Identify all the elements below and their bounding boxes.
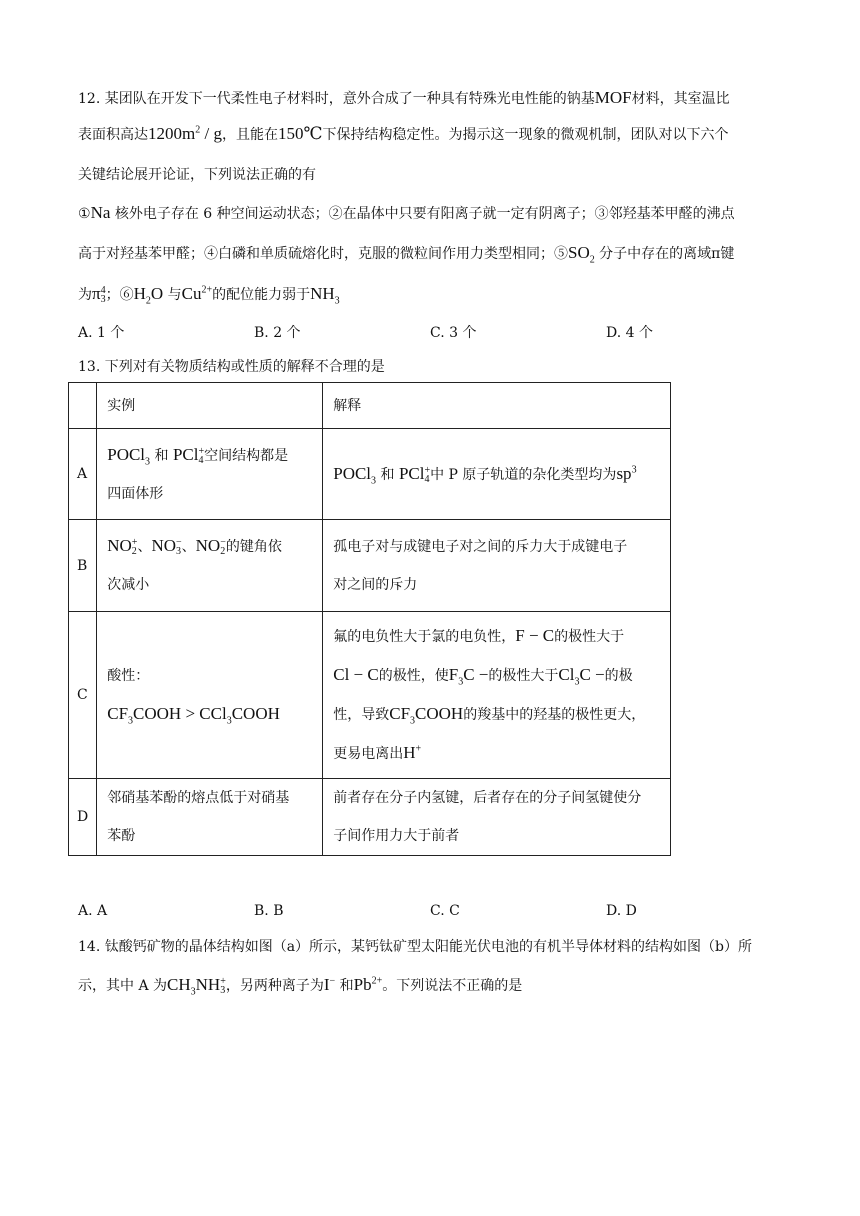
- row-b-exp-line1: 孤电子对与成键电子对之间的斥力大于成键电子: [333, 538, 628, 555]
- q12-text: 关键结论展开论证，下列说法正确的有: [78, 167, 316, 183]
- row-label-d: D: [69, 779, 97, 856]
- row-d-example-line1: 邻硝基苯酚的熔点低于对硝基: [107, 790, 290, 806]
- row-b-explanation: [323, 520, 671, 612]
- f-sub: 3: [458, 676, 464, 688]
- q12-text: 材料，其室温比: [631, 91, 730, 107]
- cooh-text: COOH: [415, 704, 464, 723]
- q12-text: 12. 某团队在开发下一代柔性电子材料时，意外合成了一种具有特殊光电性能的钠基: [78, 91, 595, 107]
- table-row-b: [69, 520, 671, 612]
- ch3nh3-formula: [167, 975, 226, 998]
- and-text: 和: [150, 447, 173, 464]
- q14-line-1: 14. 钛酸钙矿物的晶体结构如图（a）所示，某钙钛矿型太阳能光伏电池的有机半导体材料的结构如图（b）所: [78, 939, 753, 955]
- na-symbol: Na: [90, 203, 111, 222]
- no-sub: 3: [176, 546, 181, 558]
- pocl-sub: 3: [371, 474, 377, 486]
- row-d-example-line2: 苯酚: [107, 828, 136, 844]
- pi-bond: [92, 284, 106, 306]
- row-d-exp-line1: 前者存在分子内氢键，后者存在的分子间氢键使分: [333, 790, 642, 806]
- q13-stem: 13. 下列对有关物质结构或性质的解释不合理的是: [78, 359, 385, 375]
- q12-text: 为: [78, 287, 92, 303]
- no-text: NO: [107, 536, 132, 555]
- row-b-example-line1: [107, 527, 312, 566]
- surface-area: [148, 124, 222, 143]
- row-label-c: C: [69, 612, 97, 779]
- cl-c-bond: Cl − C: [333, 665, 379, 684]
- q12-text: ；⑥: [105, 287, 134, 303]
- no-sub: 2: [220, 546, 226, 558]
- q13-option-b[interactable]: B. B: [254, 903, 284, 919]
- q12-text: ，且能在: [221, 127, 278, 143]
- i-text: I: [323, 975, 330, 994]
- cf-sub: 3: [128, 715, 134, 727]
- row-c-text: 的极: [604, 668, 633, 684]
- row-a-example-line1: [107, 436, 312, 475]
- q14-text: 和: [335, 978, 354, 994]
- pb-text: Pb: [353, 975, 372, 994]
- no-sup: −: [176, 537, 182, 549]
- cu-charge: 2+: [201, 284, 213, 296]
- h-charge: +: [415, 743, 422, 755]
- row-b-example: [97, 520, 323, 612]
- nh3-formula: [310, 284, 340, 307]
- so2-sub: 2: [589, 254, 595, 266]
- cooh-text: COOH: [231, 704, 280, 723]
- row-label-a: A: [69, 429, 97, 520]
- cu-ion: [182, 284, 212, 303]
- ccl-sub: 3: [226, 715, 232, 727]
- q12-text: 的配位能力弱于: [212, 287, 311, 303]
- pcl4-formula: [173, 445, 204, 464]
- row-a-example-line2: 四面体形: [107, 485, 164, 502]
- row-c-explanation: [323, 612, 671, 779]
- ch-sub: 3: [190, 986, 196, 998]
- row-c-text: 的极性，使: [378, 668, 449, 684]
- no2-plus: [107, 536, 138, 558]
- row-c-exp-line4: [333, 734, 660, 773]
- cl-sub: 3: [574, 676, 580, 688]
- pocl-sub: 3: [145, 455, 151, 467]
- pi-symbol: π: [92, 284, 101, 303]
- header-explanation: 解释: [323, 383, 671, 429]
- cooh-text: COOH > CCl: [133, 704, 227, 723]
- row-d-example: [97, 779, 323, 856]
- header-example: 实例: [97, 383, 323, 429]
- q12-line-3: [78, 165, 316, 185]
- cf-sub: 3: [410, 715, 416, 727]
- pocl-text: POCl: [107, 444, 146, 464]
- q12-line-6: [78, 284, 340, 305]
- row-c-text: 性，导致: [333, 707, 390, 723]
- q12-option-d[interactable]: D. 4 个: [606, 325, 653, 341]
- row-a-text: 中 P 原子轨道的杂化类型均为: [430, 466, 617, 483]
- q12-text: 分子中存在的离域π键: [594, 246, 735, 262]
- mof-term: MOF: [594, 88, 632, 107]
- nh-sub: 3: [220, 985, 226, 997]
- no-sup: −: [220, 537, 226, 549]
- q12-option-c[interactable]: C. 3 个: [430, 325, 477, 341]
- row-c-text: 的极性大于: [488, 668, 559, 684]
- no3-minus: [151, 536, 182, 558]
- row-b-example-line2: 次减小: [107, 577, 150, 593]
- nh3-sub: 3: [334, 295, 340, 307]
- q12-option-a[interactable]: A. 1 个: [78, 325, 125, 341]
- nh-text: NH: [195, 975, 221, 994]
- q12-option-b[interactable]: B. 2 个: [254, 325, 301, 341]
- pcl-text: PCl: [172, 444, 199, 464]
- sep: 、: [181, 539, 196, 555]
- q12-line-1: [78, 88, 730, 109]
- c-text: C −: [579, 665, 605, 684]
- pcl-sup: +: [424, 464, 431, 476]
- q12-text: 表面积高达: [78, 127, 148, 143]
- h2o-formula: [133, 284, 164, 307]
- row-d-exp-line2: 子间作用力大于前者: [333, 828, 460, 844]
- cl-text: Cl: [558, 665, 575, 684]
- area-value: 1200m: [148, 124, 196, 143]
- and-text: 和: [376, 466, 399, 483]
- pcl-text: PCl: [398, 463, 425, 483]
- row-label-b: B: [69, 520, 97, 612]
- row-b-exp-line2: 对之间的斥力: [333, 576, 418, 593]
- no2-minus: [195, 536, 226, 558]
- sp-text: sp: [616, 463, 632, 483]
- sp3-term: [616, 464, 636, 483]
- area-unit: / g: [200, 124, 222, 143]
- iodide-ion: [324, 975, 335, 994]
- q14-text: ，另两种离子为: [225, 978, 324, 994]
- row-a-explanation: [323, 429, 671, 520]
- q14-text: 。下列说法不正确的是: [382, 978, 523, 994]
- lead-ion: [354, 975, 383, 994]
- so2-text: SO: [568, 243, 590, 262]
- no-text: NO: [195, 536, 221, 555]
- cu-text: Cu: [181, 284, 202, 303]
- cl3c-group: [558, 665, 605, 688]
- i-charge: −: [329, 975, 336, 987]
- row-b-text: 的键角依: [225, 539, 282, 555]
- pb-charge: 2+: [371, 975, 383, 987]
- row-c-text: 的极性大于: [554, 629, 625, 645]
- row-c-example: [97, 612, 323, 779]
- q12-line-2: [78, 124, 729, 145]
- f-text: F: [448, 665, 459, 684]
- q14-line-2: [78, 975, 522, 996]
- q12-text: 下保持结构稳定性。为揭示这一现象的微观机制，团队对以下六个: [322, 127, 729, 143]
- o-text: O: [150, 284, 164, 303]
- no-sup: +: [131, 537, 138, 549]
- c-text: C −: [463, 665, 489, 684]
- pocl3-formula: [333, 463, 377, 486]
- q13-option-c[interactable]: C. C: [430, 903, 460, 919]
- sp-sup: 3: [631, 463, 637, 475]
- header-blank: [69, 383, 97, 429]
- pcl-sub: 4: [198, 454, 204, 466]
- q12-line-5: [78, 243, 734, 264]
- table-row-c: [69, 612, 671, 779]
- pcl-sub: 4: [424, 473, 430, 485]
- row-a-text: 空间结构都是: [204, 447, 289, 464]
- f3c-group: [448, 665, 489, 688]
- h-text: H: [403, 743, 416, 762]
- cf-text: CF: [107, 704, 129, 723]
- acid-comparison: [107, 695, 312, 733]
- q12-text: ①: [78, 206, 91, 222]
- area-exponent: 2: [195, 124, 201, 136]
- table-header-row: [69, 383, 671, 429]
- nh-sup: +: [220, 976, 226, 988]
- no-text: NO: [151, 536, 176, 555]
- pi-sup: 4: [100, 285, 106, 297]
- sep: 、: [137, 539, 152, 555]
- h-ion: [403, 743, 421, 762]
- h2o-sub: 2: [145, 295, 151, 307]
- nh-text: NH: [310, 284, 335, 303]
- pocl3-formula: [107, 444, 151, 467]
- q12-line-4: [78, 203, 735, 224]
- ch-text: CH: [167, 975, 191, 994]
- pcl-sup: +: [198, 445, 205, 457]
- row-c-text: 的羧基中的羟基的极性更大，: [463, 707, 646, 723]
- row-c-exp-line1: [333, 617, 660, 656]
- q12-text: 与: [163, 287, 182, 303]
- cf-text: CF: [389, 704, 411, 723]
- row-c-text: 氟的电负性大于氯的电负性，: [333, 629, 516, 645]
- temperature: 150℃: [277, 124, 323, 143]
- table-row-d: [69, 779, 671, 856]
- q12-text: 核外电子存在 6 种空间运动状态；②在晶体中只要有阳离子就一定有阴离子；③邻羟基苯甲醛的沸点: [110, 206, 735, 222]
- f-c-bond: F − C: [515, 626, 555, 645]
- h-text: H: [133, 284, 146, 303]
- q13-option-a[interactable]: A. A: [78, 903, 108, 919]
- pocl-text: POCl: [333, 463, 372, 483]
- so2-formula: [568, 243, 595, 266]
- q13-option-d[interactable]: D. D: [606, 903, 637, 919]
- pi-sub: 3: [100, 294, 106, 306]
- q13-table: [68, 382, 671, 856]
- row-c-example-line1: 酸性：: [107, 668, 150, 684]
- row-c-exp-line2: [333, 656, 660, 695]
- row-c-text: 更易电离出: [333, 746, 404, 762]
- row-c-exp-line3: [333, 695, 660, 734]
- row-a-example: [97, 429, 323, 520]
- row-d-explanation: [323, 779, 671, 856]
- cf3cooh-formula: [389, 704, 464, 727]
- table-row-a: [69, 429, 671, 520]
- q14-text: 示，其中 A 为: [78, 978, 168, 994]
- q12-text: 高于对羟基苯甲醛；④白磷和单质硫熔化时，克服的微粒间作用力类型相同；⑤: [78, 246, 568, 262]
- pcl4-formula: [399, 464, 430, 483]
- no-sub: 2: [131, 546, 137, 558]
